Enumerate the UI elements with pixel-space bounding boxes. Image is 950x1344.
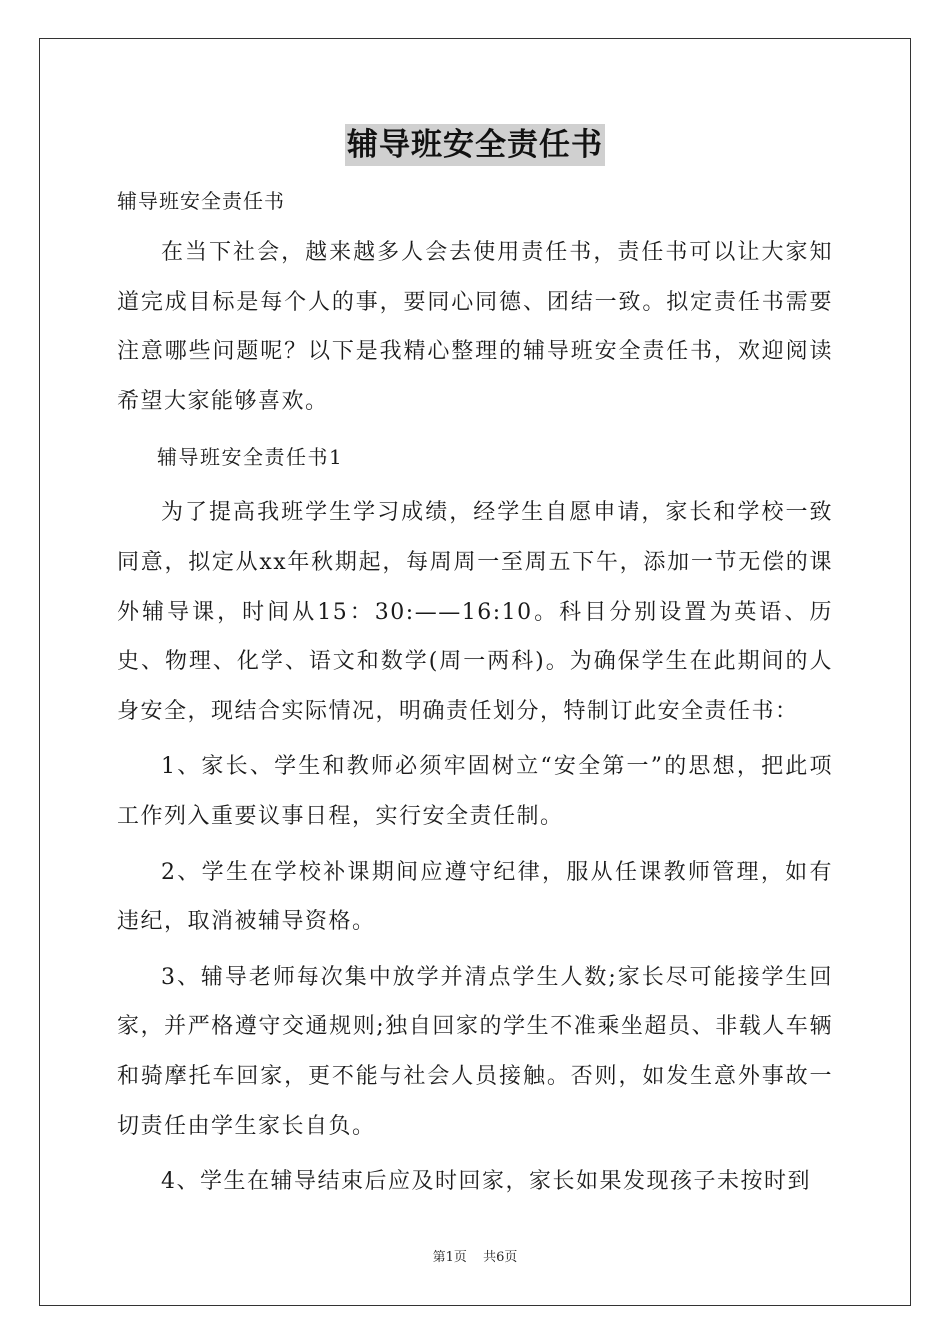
paragraph-item-4: 4、学生在辅导结束后应及时回家，家长如果发现孩子未按时到 — [161, 1169, 811, 1195]
section-heading: 辅导班安全责任书1 — [157, 445, 344, 470]
title-wrap — [0, 124, 950, 166]
paragraph-item-2: 2、学生在学校补课期间应遵守纪律，服从任课教师管理，如有违纪，取消被辅导资格。 — [117, 859, 833, 935]
paragraph-purpose: 为了提高我班学生学习成绩，经学生自愿申请，家长和学校一致同意，拟定从xx年秋期起，每周周一至周五下午，添加一节无偿的课外辅导课，时间从15：30:——16:10。科目分别设置为英语、历史、物理、化学、语文和数学(周一两科)。为确保学生在此期间的人身安全，现结合实际情况，明确责任划分，特制订此安全责任书： — [117, 500, 833, 724]
paragraph-item-1: 1、家长、学生和教师必须牢固树立“安全第一”的思想，把此项工作列入重要议事日程，实行安全责任制。 — [117, 754, 833, 829]
paragraph-intro: 在当下社会，越来越多人会去使用责任书，责任书可以让大家知道完成目标是每个人的事，要同心同德、团结一致。拟定责任书需要注意哪些问题呢？以下是我精心整理的辅导班安全责任书，欢迎阅读希望大家能够喜欢。 — [117, 240, 833, 414]
page-footer — [0, 1246, 950, 1265]
document-title: 辅导班安全责任书 — [345, 124, 605, 166]
document-body — [117, 178, 833, 1207]
document-subtitle: 辅导班安全责任书 — [117, 189, 285, 213]
page-number: 第1页 — [432, 1250, 467, 1265]
paragraph-item-3: 3、辅导老师每次集中放学并清点学生人数;家长尽可能接学生回家，并严格遵守交通规则;独自回家的学生不准乘坐超员、非载人车辆和骑摩托车回家，更不能与社会人员接触。否则，如发生意外事故一切责任由学生家长自负。 — [117, 964, 833, 1139]
page-total: 共6页 — [483, 1250, 518, 1265]
